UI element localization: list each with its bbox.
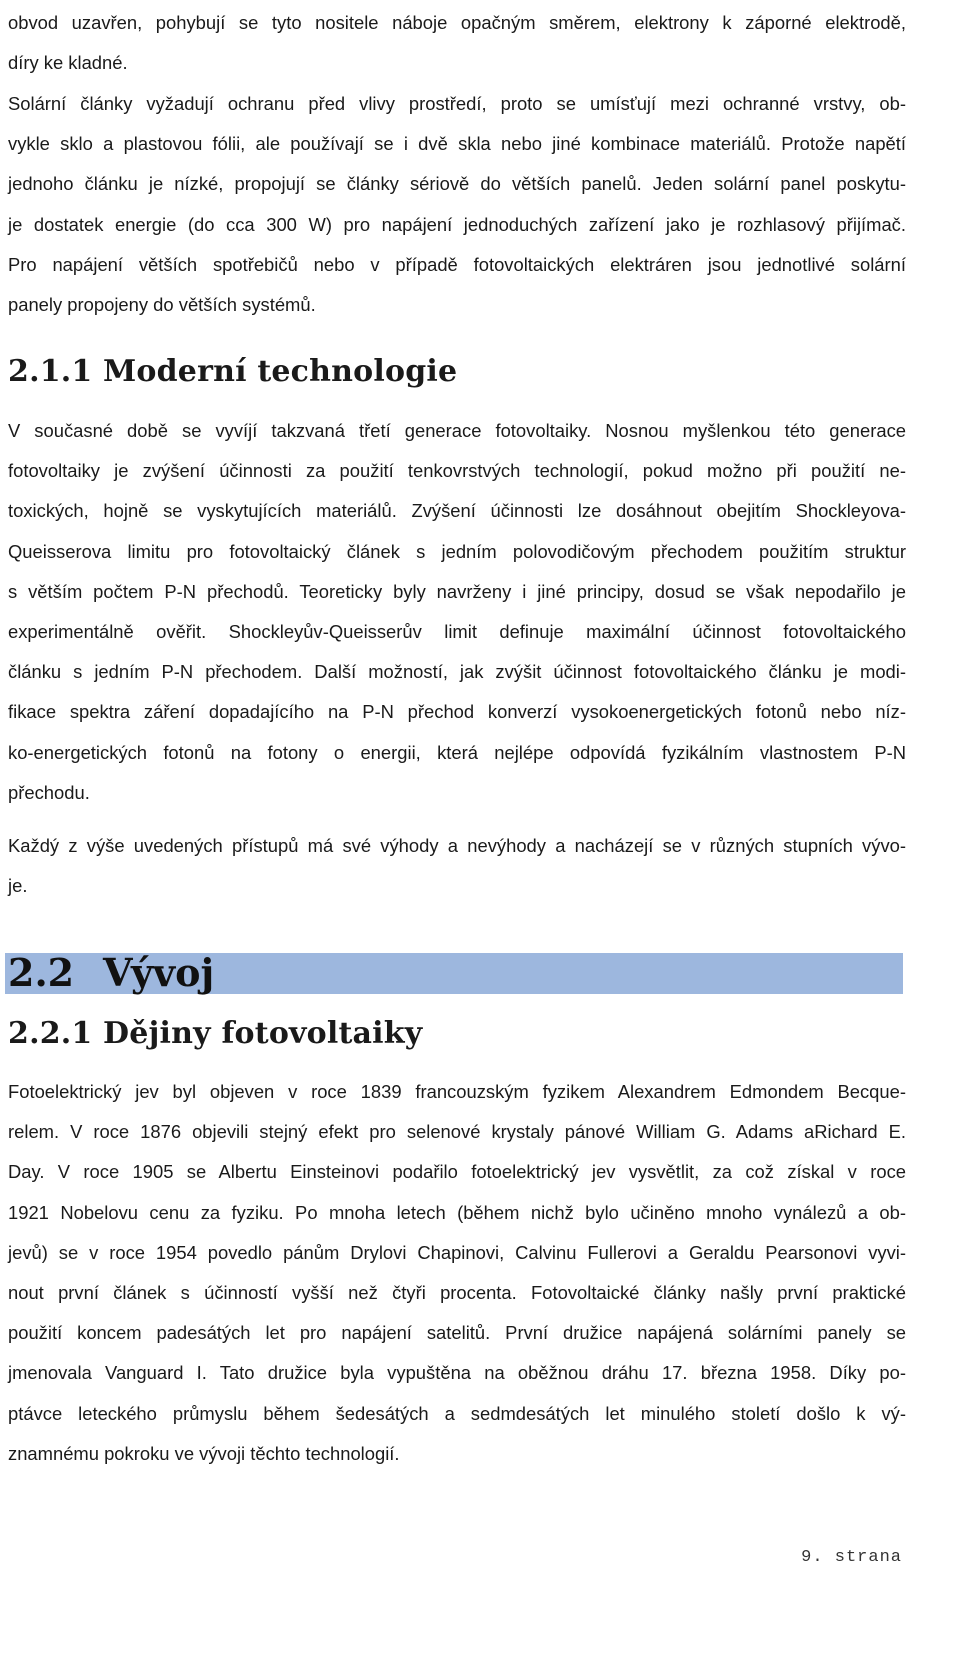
text-line: je dostatek energie (do cca 300 W) pro napájení jednoduchých zařízení jako je rozhlasový přijímač. xyxy=(8,213,906,235)
text-line: Každý z výše uvedených přístupů má své výhody a nevýhody a nacházejí se v různých stupních vývo- xyxy=(8,835,906,856)
text-line: relem. V roce 1876 objevili stejný efekt pro selenové krystaly pánové William G. Adams aRichard E. xyxy=(8,1121,906,1143)
text-line: jmenovala Vanguard I. Tato družice byla vypuštěna na oběžnou dráhu 17. března 1958. Díky po- xyxy=(8,1362,906,1384)
text-line: fotovoltaiky je zvýšení účinnosti za použití tenkovrstvých technologií, pokud možno při použití ne- xyxy=(8,460,906,482)
text-line: Pro napájení větších spotřebičů nebo v případě fotovoltaických elektráren jsou jednotlivé solární xyxy=(8,253,906,275)
text-line: díry ke kladné. xyxy=(8,52,128,74)
text-line: Queisserova limitu pro fotovoltaický článek s jedním polovodičovým přechodem použitím struktur xyxy=(8,540,906,562)
text-line: V současné době se vyvíjí takzvaná třetí generace fotovoltaiky. Nosnou myšlenkou této generace xyxy=(8,420,906,441)
text-line: Solární články vyžadují ochranu před vlivy prostředí, proto se umísťují mezi ochranné vrstvy, ob- xyxy=(8,93,906,114)
paragraph-modern-technology xyxy=(8,411,906,813)
paragraph-approaches xyxy=(8,826,906,906)
heading-title: Vývoj xyxy=(103,950,215,995)
text-line: fikace spektra záření dopadajícího na P-N přechod konverzí vysokoenergetických fotonů nebo níz- xyxy=(8,701,906,723)
text-line: jevů) se v roce 1954 povedlo pánům Drylovi Chapinovi, Calvinu Fullerovi a Geraldu Pearsonovi vyvi- xyxy=(8,1241,906,1263)
text-line: toxických, hojně se vyskytujících materiálů. Zvýšení účinnosti lze dosáhnout obejitím Shockleyova- xyxy=(8,500,906,522)
heading-title: Moderní technologie xyxy=(103,354,458,389)
heading-number: 2.2.1 xyxy=(8,1016,93,1051)
heading-number: 2.1.1 xyxy=(8,354,93,389)
heading-title: Dějiny fotovoltaiky xyxy=(103,1016,423,1051)
paragraph-intro xyxy=(8,3,906,83)
text-line: 1921 Nobelovu cenu za fyziku. Po mnoha letech (během nichž bylo učiněno mnoho vynálezů a ob- xyxy=(8,1201,906,1223)
text-line: obvod uzavřen, pohybují se tyto nositele náboje opačným směrem, elektrony k záporné elektrodě, xyxy=(8,12,906,33)
text-line: experimentálně ověřit. Shockleyův-Queisserův limit definuje maximální účinnost fotovoltaického xyxy=(8,621,906,643)
page-number: 9. strana xyxy=(801,1548,902,1567)
text-line: článku s jedním P-N přechodem. Další možností, jak zvýšit účinnost fotovoltaického článku je modi- xyxy=(8,661,906,683)
text-line: s větším počtem P-N přechodů. Teoreticky byly navrženy i jiné principy, dosud se však nepodařilo je xyxy=(8,580,906,602)
paragraph-solar-panels xyxy=(8,84,906,325)
text-line: panely propojeny do větších systémů. xyxy=(8,294,316,316)
text-line: přechodu. xyxy=(8,781,90,803)
heading-development xyxy=(8,950,214,995)
text-line: nout první článek s účinností vyšší než čtyři procenta. Fotovoltaické články našly první praktické xyxy=(8,1282,906,1304)
text-line: je. xyxy=(8,875,28,897)
text-line: použití koncem padesátých let pro napájení satelitů. První družice napájená solárními panely se xyxy=(8,1322,906,1344)
text-line: vykle sklo a plastovou fólii, ale používají se i dvě skla nebo jiné kombinace materiálů. Protože napětí xyxy=(8,133,906,155)
text-line: jednoho článku je nízké, propojují se články sériově do větších panelů. Jeden solární panel poskytu- xyxy=(8,173,906,195)
text-line: ptávce leteckého průmyslu během šedesátých a sedmdesátých let minulého století došlo k vý- xyxy=(8,1402,906,1424)
heading-modern-technology xyxy=(8,354,457,389)
text-line: znamnému pokroku ve vývoji těchto technologií. xyxy=(8,1442,400,1464)
text-line: Day. V roce 1905 se Albertu Einsteinovi podařilo fotoelektrický jev vysvětlit, za což získal v roce xyxy=(8,1161,906,1183)
heading-number: 2.2 xyxy=(8,950,75,995)
paragraph-history xyxy=(8,1072,906,1474)
heading-history xyxy=(8,1016,422,1051)
text-line: ko-energetických fotonů na fotony o energii, která nejlépe odpovídá fyzikálním vlastnostem P-N xyxy=(8,741,906,763)
text-line: Fotoelektrický jev byl objeven v roce 1839 francouzským fyzikem Alexandrem Edmondem Becque- xyxy=(8,1081,906,1102)
